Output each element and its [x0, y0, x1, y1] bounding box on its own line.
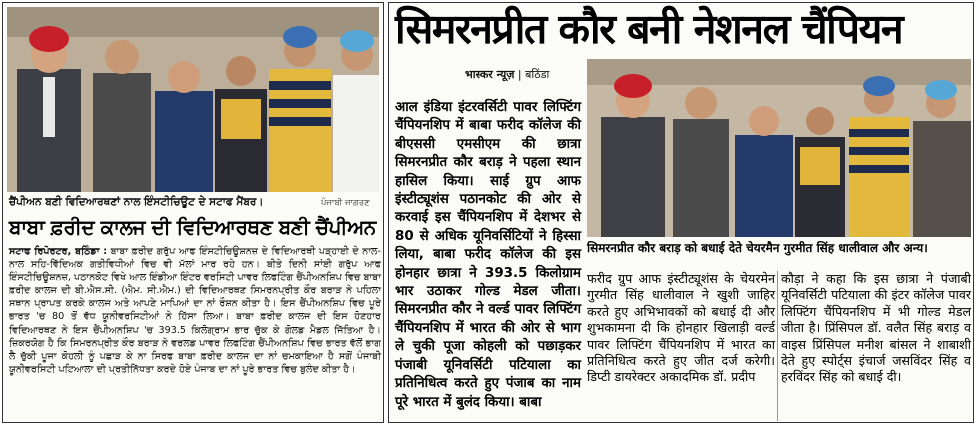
- right-column-2: फरीद ग्रुप आफ इंस्टीट्यूशंस के चेयरमेन गुरमीत सिंह धालीवाल ने खुशी जाहिर करते हुए अभिभावकों को बधाई दी और शुभकामना दी कि होनहार खिलाड़ी वर्ल्ड पावर लिफ्टिंग चैंपियनशिप में भारत का प्रतिनिधित्व करते हुए जीत दर्ज करेगी। डिप्टी डायरेक्टर अकादमिक डॉ. प्रदीप: [587, 271, 775, 385]
- left-group-photo: [7, 7, 379, 192]
- left-headline: ਬਾਬਾ ਫ਼ਰੀਦ ਕਾਲਜ ਦੀ ਵਿਦਿਆਰਥਣ ਬਣੀ ਚੈਂਪੀਅਨ: [9, 215, 376, 239]
- right-column-3: कौड़ा ने कहा कि इस छात्रा ने पंजाबी यूनिवर्सिटी पटियाला की इंटर कॉलेज पावर लिफ्टिंग चैंपियनशिप में भी गोल्ड मेडल जीता है। प्रिंसिपल डॉ. वलैत सिंह बराड़ व वाइस प्रिंसिपल मनीश बांसल ने शाबाशी देते हुए स्पोर्ट्स इंचार्ज जसविंदर सिंह व हरविंदर सिंह को बधाई दी।: [781, 271, 971, 385]
- right-newspaper-clipping: [388, 2, 974, 423]
- dateline-source: भास्कर न्यूज़: [465, 68, 515, 81]
- right-group-photo: [587, 59, 971, 237]
- right-photo-caption: सिमरनप्रीत कौर बराड़ को बधाई देते चेयरमैन गुरमीत सिंह धालीवाल और अन्य।: [587, 241, 928, 255]
- dateline-place: बठिंडा: [525, 68, 550, 81]
- column-divider: [777, 271, 778, 421]
- left-newspaper-clipping: [2, 2, 384, 423]
- left-body-text: ਬਾਬਾ ਫ਼ਰੀਦ ਗਰੁੱਪ ਆਫ ਇੰਸਟੀਚਿਊਸ਼ਨਜ਼ ਦੇ ਵਿਦਿਆਰਥੀ ਪੜ੍ਹਾਈ ਦੇ ਨਾਲ-ਨਾਲ ਸਹਿ-ਵਿੱਦਿਅਕ ਗਤੀਵਿਧੀਆਂ ਵਿਚ ਵੀ ਮੱਲਾਂ ਮਾਰ ਰਹੇ ਹਨ। ਬੀਤੇ ਦਿਨੀ ਸਾਂਈ ਗਰੁੱਪ ਆਫ ਇੰਸਟੀਚਿਊਸ਼ਨਜ਼, ਪਠਾਨਕੋਟ ਵਿਖੇ ਆਲ ਇੰਡੀਆ ਇੰਟਰ ਵਰਸਿਟੀ ਪਾਵਰ ਲਿਫਟਿੰਗ ਚੈਂਪੀਅਨਸ਼ਿਪ ਵਿਚ ਬਾਬਾ ਫ਼ਰੀਦ ਕਾਲਜ ਦੀ ਬੀ.ਐਸ.ਸੀ. (ਐਮ. ਸੀ.ਐਮ.) ਦੀ ਵਿਦਿਆਰਥਣ ਸਿਮਰਨਪ੍ਰੀਤ ਕੌਰ ਬਰਾੜ ਨੇ ਪਹਿਲਾ ਸਥਾਨ ਪ੍ਰਾਪਤ ਕਰਕੇ ਕਾਲਜ ਅਤੇ ਆਪਣੇ ਮਾਪਿਆਂ ਦਾ ਨਾਂ ਰੌਸ਼ਨ ਕੀਤਾ ਹੈ। ਇਸ ਚੈਂਪੀਅਨਸ਼ਿਪ ਵਿਚ ਪੂਰੇ ਭਾਰਤ 'ਚ 80 ਤੋਂ ਵੱਧ ਯੂਨੀਵਰਸਿਟੀਆਂ ਨੇ ਹਿੱਸਾ ਲਿਆ। ਬਾਬਾ ਫ਼ਰੀਦ ਕਾਲਜ ਦੀ ਇਸ ਹੋਣਹਾਰ ਵਿਦਿਆਰਥਣ ਨੇ ਇਸ ਚੈਂਪੀਅਨਸ਼ਿਪ 'ਚ 393.5 ਕਿਲੋਗ੍ਰਾਮ ਭਾਰ ਚੁੱਕ ਕੇ ਗੋਲਡ ਮੈਡਲ ਜਿੱਤਿਆ ਹੈ। ਜ਼ਿਕਰਯੋਗ ਹੈ ਕਿ ਸਿਮਰਨਪ੍ਰੀਤ ਕੌਰ ਬਰਾੜ ਨੇ ਵਰਲਡ ਪਾਵਰ ਲਿਫਟਿੰਗ ਚੈਂਪੀਅਨਸ਼ਿਪ ਵਿਚ ਭਾਰਤ ਵੱਲੋਂ ਭਾਗ ਲੈ ਚੁੱਕੀ ਪੂਜਾ ਕੋਹਲੀ ਨੂੰ ਪਛਾੜ ਕੇ ਨਾ ਸਿਰਫ ਬਾਬਾ ਫ਼ਰੀਦ ਕਾਲਜ ਦਾ ਨਾਂ ਚਮਕਾਇਆ ਹੈ ਸਗੋਂ ਪੰਜਾਬੀ ਯੂਨੀਵਰਸਿਟੀ ਪਟਿਆਲਾ ਦੀ ਪ੍ਰਤੀਨਿੱਧਤਾ ਕਰਦੇ ਹੋਏ ਪੰਜਾਬ ਦਾ ਨਾਂ ਪੂਰੇ ਭਾਰਤ ਵਿਚ ਬੁਲੰਦ ਕੀਤਾ ਹੈ।: [9, 246, 381, 375]
- left-photo-credit: ਪੰਜਾਬੀ ਜਾਗਰਣ: [321, 198, 370, 208]
- right-lead-column: आल इंडिया इंटरवर्सिटी पावर लिफ्टिंग चैंपियनशिप में बाबा फरीद कॉलेज की बीएससी एमसीएम की छात्रा सिमरनप्रीत कौर बराड़ ने पहला स्थान हासिल किया। साई ग्रुप आफ इंस्टीट्यूशंस पठानकोट की ओर से करवाई इस चैंपियनशिप में देशभर से 80 से अधिक यूनिवर्सिटियों ने हिस्सा लिया, बाबा फरीद कॉलेज की इस होनहार छात्रा ने 393.5 किलोग्राम भार उठाकर गोल्ड मेडल जीता। सिमरनप्रीत कौर ने वर्ल्ड पावर लिफ्टिंग चैंपियनशिप में भारत की ओर से भाग ले चुकी पूजा कोहली को पछाड़कर पंजाबी यूनिवर्सिटी पटियाला का प्रतिनिधित्व करते हुए पंजाब का नाम पूरे भारत में बुलंद किया। बाबा: [395, 100, 581, 410]
- left-article-body: [9, 245, 381, 376]
- left-photo-caption: ਚੈਂਪੀਅਨ ਬਣੀ ਵਿਦਿਆਰਥਣਾਂ ਨਾਲ ਇੰਸਟੀਚਿਊਟ ਦੇ ਸਟਾਫ ਮੈਂਬਰ।: [9, 196, 264, 208]
- right-headline: सिमरनप्रीत कौर बनी नेशनल चैंपियन: [395, 5, 903, 53]
- left-byline: ਸਟਾਫ ਰਿਪੋਰਟਰ, ਬਠਿੰਡਾ :: [9, 246, 108, 257]
- right-dateline: भास्कर न्यूज़ | बठिंडा: [465, 68, 550, 81]
